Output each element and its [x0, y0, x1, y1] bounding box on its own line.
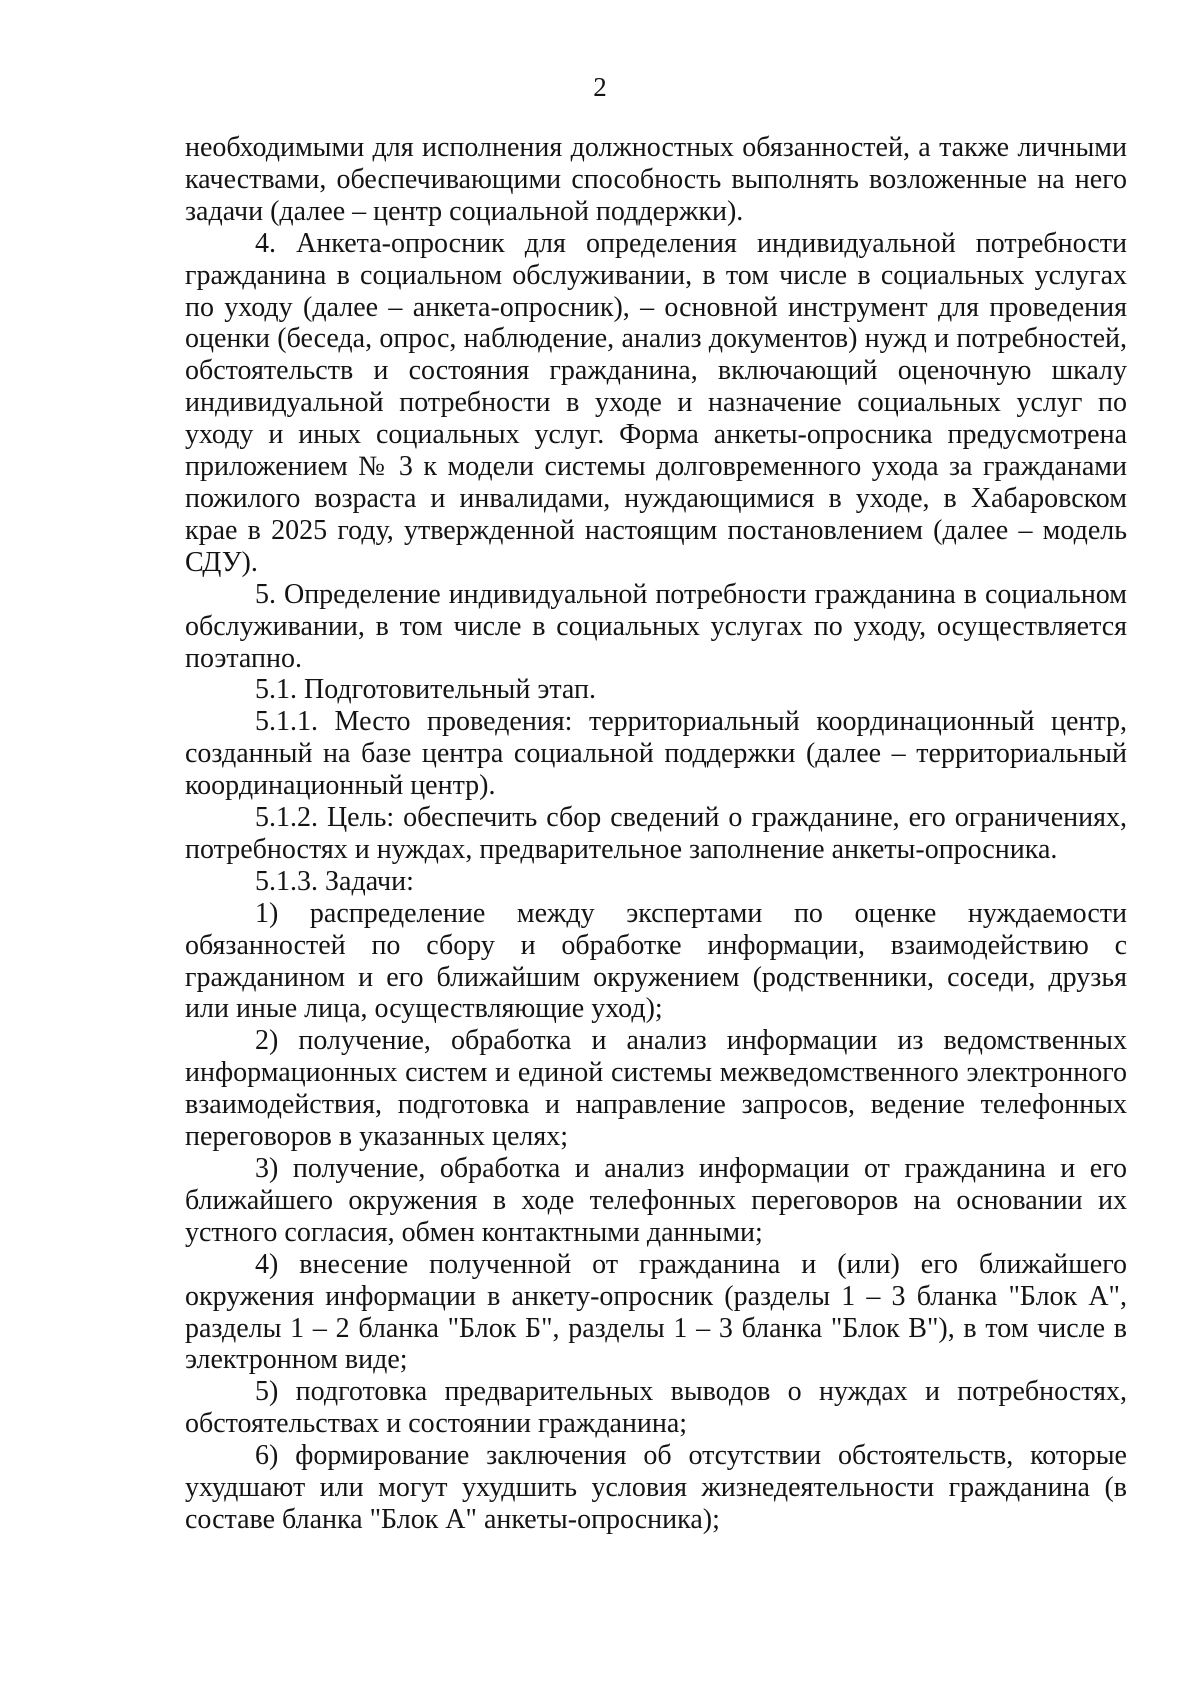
paragraph-item-5: 5. Определение индивидуальной потребности гражданина в социальном обслуживании, в том числе в социальных услугах по уходу, осуществляется поэтапно. [185, 578, 1127, 674]
list-item-4: 4) внесение полученной от гражданина и (или) его ближайшего окружения информации в анкету-опросник (разделы 1 – 3 бланка "Блок А", разделы 1 – 2 бланка "Блок Б", разделы 1 – 3 бланка "Блок В"), в том числе в электронном виде; [185, 1248, 1127, 1376]
list-item-2: 2) получение, обработка и анализ информации из ведомственных информационных систем и единой системы межведомственного электронного взаимодействия, подготовка и направление запросов, ведение телефонных переговоров в указанных целях; [185, 1025, 1127, 1153]
list-item-5: 5) подготовка предварительных выводов о нуждах и потребностях, обстоятельствах и состоянии гражданина; [185, 1376, 1127, 1440]
document-body [185, 132, 1127, 1536]
list-item-3: 3) получение, обработка и анализ информации от гражданина и его ближайшего окружения в ходе телефонных переговоров на основании их устного согласия, обмен контактными данными; [185, 1153, 1127, 1248]
paragraph-item-5-1-1: 5.1.1. Место проведения: территориальный координационный центр, созданный на базе центра социальной поддержки (далее – территориальный координационный центр). [185, 706, 1127, 802]
paragraph-item-5-1-2: 5.1.2. Цель: обеспечить сбор сведений о гражданине, его ограничениях, потребностях и нуждах, предварительное заполнение анкеты-опросника. [185, 802, 1127, 865]
paragraph-continuation: необходимыми для исполнения должностных обязанностей, а также личными качествами, обеспечивающими способность выполнять возложенные на него задачи (далее – центр социальной поддержки). [185, 132, 1127, 227]
paragraph-item-5-1-3: 5.1.3. Задачи: [255, 865, 414, 897]
paragraph-item-4: 4. Анкета-опросник для определения индивидуальной потребности гражданина в социальном обслуживании, в том числе в социальных услугах по уходу (далее – анкета-опросник), – основной инструмент для проведения оценки (беседа, опрос, наблюдение, анализ документов) нужд и потребностей, обстоятельств и состояния гражданина, включающий оценочную шкалу индивидуальной потребности в уходе и назначение социальных услуг по уходу и иных социальных услуг. Форма анкеты-опросника предусмотрена приложением № 3 к модели системы долговременного ухода за гражданами пожилого возраста и инвалидами, нуждающимися в уходе, в Хабаровском крае в 2025 году, утвержденной настоящим постановлением (далее – модель СДУ). [185, 227, 1127, 578]
list-item-6: 6) формирование заключения об отсутствии обстоятельств, которые ухудшают или могут ухудшить условия жизнедеятельности гражданина (в составе бланка "Блок А" анкеты-опросника); [185, 1440, 1127, 1535]
list-item-1: 1) распределение между экспертами по оценке нуждаемости обязанностей по сбору и обработке информации, взаимодействию с гражданином и его ближайшим окружением (родственники, соседи, друзья или иные лица, осуществляющие уход); [185, 897, 1127, 1025]
paragraph-item-5-1: 5.1. Подготовительный этап. [255, 674, 596, 706]
page-number: 2 [593, 72, 607, 102]
